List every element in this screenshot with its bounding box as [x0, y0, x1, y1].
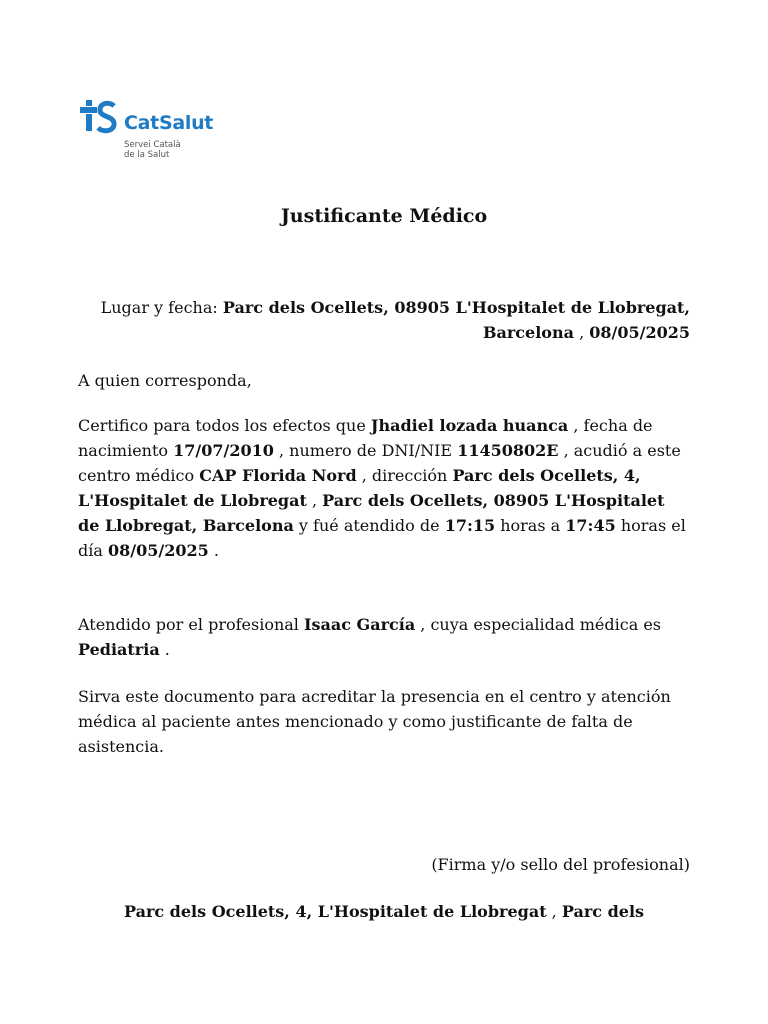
- catsalut-logo: [80, 100, 240, 160]
- footer-separator: ,: [551, 902, 557, 921]
- place-date-label: Lugar y fecha:: [100, 298, 218, 317]
- catsalut-cross-icon: [80, 100, 120, 134]
- date-value: 08/05/2025: [589, 323, 690, 342]
- cert-text-3: , numero de DNI/NIE: [278, 441, 453, 460]
- cert-text-5: , dirección: [361, 466, 448, 485]
- closing-paragraph: Sirva este documento para acreditar la presencia en el centro y atención médica al paciente antes mencionado y como justificante de falta de asistencia.: [78, 687, 671, 756]
- cert-text-7: y fué atendido de: [298, 516, 440, 535]
- cert-text-4: , acudió a este centro médico: [78, 441, 681, 485]
- cert-text-8: horas a: [500, 516, 561, 535]
- certificate-paragraph: [78, 413, 690, 563]
- center-city: Parc dels Ocellets, 08905 L'Hospitalet de Llobregat, Barcelona: [78, 491, 665, 535]
- logo-subtitle-line-1: Servei Català: [124, 140, 181, 150]
- document-title: Justificante Médico: [280, 205, 488, 227]
- attendance-day: 08/05/2025: [108, 541, 209, 560]
- birth-date: 17/07/2010: [173, 441, 274, 460]
- place-date-separator: ,: [579, 323, 585, 342]
- logo-brand: CatSalut: [124, 112, 214, 134]
- cert-text-9: horas el día: [78, 516, 686, 560]
- cert-text-10: .: [213, 541, 219, 560]
- place-and-date: [78, 295, 690, 345]
- logo-subtitle: [124, 140, 234, 160]
- attended-paragraph: [78, 612, 690, 662]
- attended-text-2: , cuya especialidad médica es: [420, 615, 662, 634]
- greeting: A quien corresponda,: [78, 371, 252, 390]
- doctor-name: Isaac García: [304, 615, 416, 634]
- attended-text-1: Atendido por el profesional: [78, 615, 299, 634]
- signature-line: (Firma y/o sello del profesional): [431, 855, 690, 874]
- footer-address-value: Parc dels Ocellets, 4, L'Hospitalet de Llobregat: [123, 902, 547, 921]
- medical-center: CAP Florida Nord: [199, 466, 357, 485]
- time-to: 17:45: [565, 516, 616, 535]
- place-value: Parc dels Ocellets, 08905 L'Hospitalet de Llobregat, Barcelona: [222, 298, 690, 342]
- cert-text-2: , fecha de nacimiento: [78, 416, 653, 460]
- cert-text-6: ,: [311, 491, 318, 510]
- dni-number: 11450802E: [457, 441, 559, 460]
- footer-city-partial: Parc dels: [561, 902, 645, 921]
- attended-text-3: .: [164, 640, 170, 659]
- time-from: 17:15: [444, 516, 496, 535]
- logo-subtitle-line-2: de la Salut: [124, 150, 170, 160]
- center-address: Parc dels Ocellets, 4, L'Hospitalet de Llobregat: [78, 466, 641, 510]
- patient-name: Jhadiel lozada huanca: [370, 416, 569, 435]
- cert-text-1: Certifico para todos los efectos que: [78, 416, 366, 435]
- footer-address: [40, 899, 728, 924]
- specialty: Pediatria: [78, 640, 160, 659]
